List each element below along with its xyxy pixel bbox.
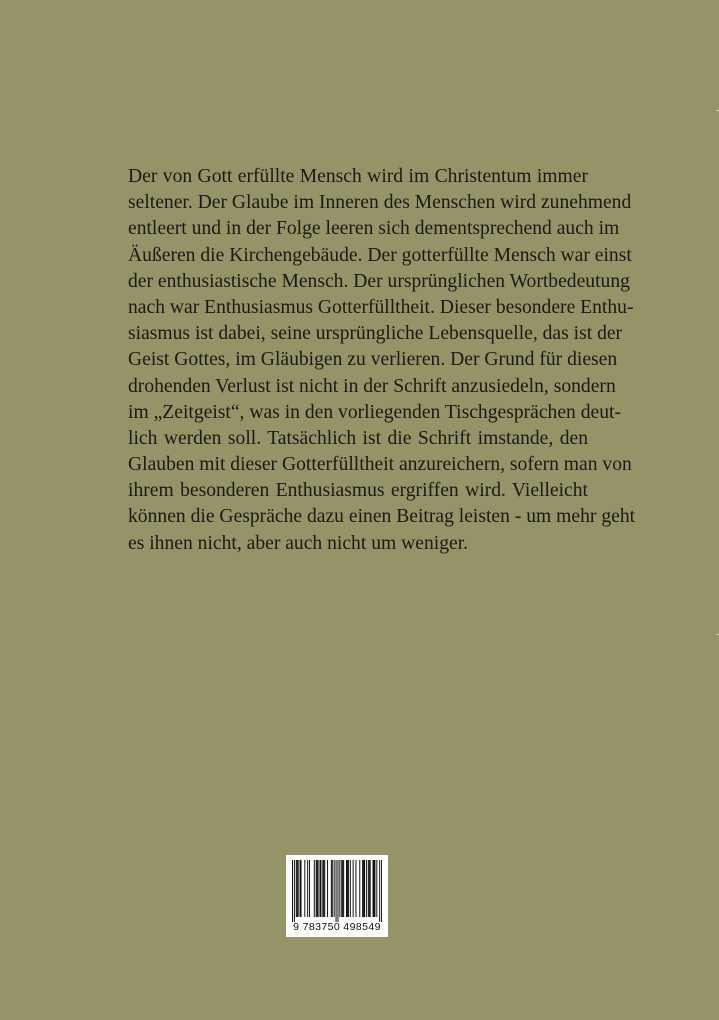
barcode-bar — [342, 860, 343, 917]
barcode-bar — [304, 860, 305, 917]
blurb-line: nach war Enthusiasmus Gotterfülltheit. Dieser besondere Enthu- — [128, 296, 634, 318]
barcode-bar — [347, 860, 348, 917]
barcode-bar — [376, 860, 377, 917]
barcode-bar — [300, 860, 301, 917]
barcode-bar — [346, 860, 347, 917]
barcode-bar — [322, 860, 323, 917]
barcode-bar — [368, 860, 369, 917]
barcode-bar — [319, 860, 320, 917]
barcode-bar — [316, 860, 317, 917]
blurb-line: seltener. Der Glaube im Inneren des Menschen wird zunehmend — [128, 192, 632, 214]
barcode-bar — [343, 860, 344, 917]
barcode-bar — [297, 860, 298, 917]
barcode-bar — [298, 860, 299, 917]
blurb-line: im „Zeitgeist“, was in den vorliegenden Tischgesprächen deut- — [128, 401, 621, 423]
barcode-bar — [364, 860, 365, 917]
barcode-bar — [331, 860, 332, 917]
isbn-barcode — [286, 855, 388, 937]
isbn-digits: 9 783750 498549 — [293, 921, 381, 933]
barcode-bar — [370, 860, 371, 917]
blurb-text — [128, 164, 636, 557]
barcode-bar — [359, 860, 360, 917]
barcode-bars — [292, 860, 382, 922]
barcode-bar — [373, 860, 374, 917]
barcode-bar — [334, 860, 335, 917]
barcode-bar — [337, 860, 338, 922]
barcode-bar — [336, 860, 337, 922]
barcode-bar — [374, 860, 375, 917]
blurb-line: siasmus ist dabei, seine ursprüngliche Lebensquelle, das ist der — [128, 323, 623, 345]
blurb-line: lich werden soll. Tatsächlich ist die Schrift imstande, den — [128, 427, 588, 449]
blurb-line: ihrem besonderen Enthusiasmus ergriffen wird. Vielleicht — [128, 480, 588, 502]
barcode-bar — [362, 860, 363, 917]
barcode-bar — [294, 860, 295, 922]
barcode-bar — [320, 860, 321, 917]
barcode-bar — [348, 860, 349, 917]
barcode-bar — [292, 860, 293, 922]
barcode-bar — [307, 860, 308, 917]
barcode-bar — [309, 860, 310, 917]
barcode-bar — [323, 860, 324, 917]
blurb-line: Geist Gottes, im Gläubigen zu verlieren. Der Grund für diesen — [128, 349, 618, 371]
barcode-bar — [341, 860, 342, 917]
barcode-bar — [339, 860, 340, 917]
barcode-bar — [317, 860, 318, 917]
barcode-bar — [369, 860, 370, 917]
barcode-bar — [381, 860, 382, 922]
barcode-bar — [318, 860, 319, 917]
barcode-bar — [355, 860, 356, 917]
barcode-bar — [327, 860, 328, 917]
blurb-line: können die Gespräche dazu einen Beitrag leisten - um mehr geht — [128, 506, 636, 528]
blurb-line: es ihnen nicht, aber auch nicht um weniger. — [128, 532, 469, 554]
barcode-bar — [366, 860, 367, 917]
barcode-bar — [353, 860, 354, 917]
blurb-line: Äußeren die Kirchengebäude. Der gotterfüllte Mensch war einst — [128, 244, 632, 266]
barcode-bar — [324, 860, 325, 917]
barcode-bar — [363, 860, 364, 917]
barcode-bar — [373, 860, 374, 917]
blurb-line: der enthusiastische Mensch. Der ursprünglichen Wortbedeutung — [128, 270, 630, 292]
blurb-line: drohenden Verlust ist nicht in der Schrift anzusiedeln, sondern — [128, 375, 616, 397]
blurb-line: Der von Gott erfüllte Mensch wird im Christentum immer — [128, 166, 588, 187]
barcode-bar — [350, 860, 351, 917]
barcode-bar — [296, 860, 297, 917]
barcode-bar — [314, 860, 315, 917]
blurb-line: entleert und in der Folge leeren sich dementsprechend auch im — [128, 218, 620, 240]
blurb-line: Glauben mit dieser Gotterfülltheit anzureichern, sofern man von — [128, 454, 632, 476]
barcode-bar — [301, 860, 302, 917]
barcode-bar — [379, 860, 380, 922]
barcode-bar — [332, 860, 333, 917]
